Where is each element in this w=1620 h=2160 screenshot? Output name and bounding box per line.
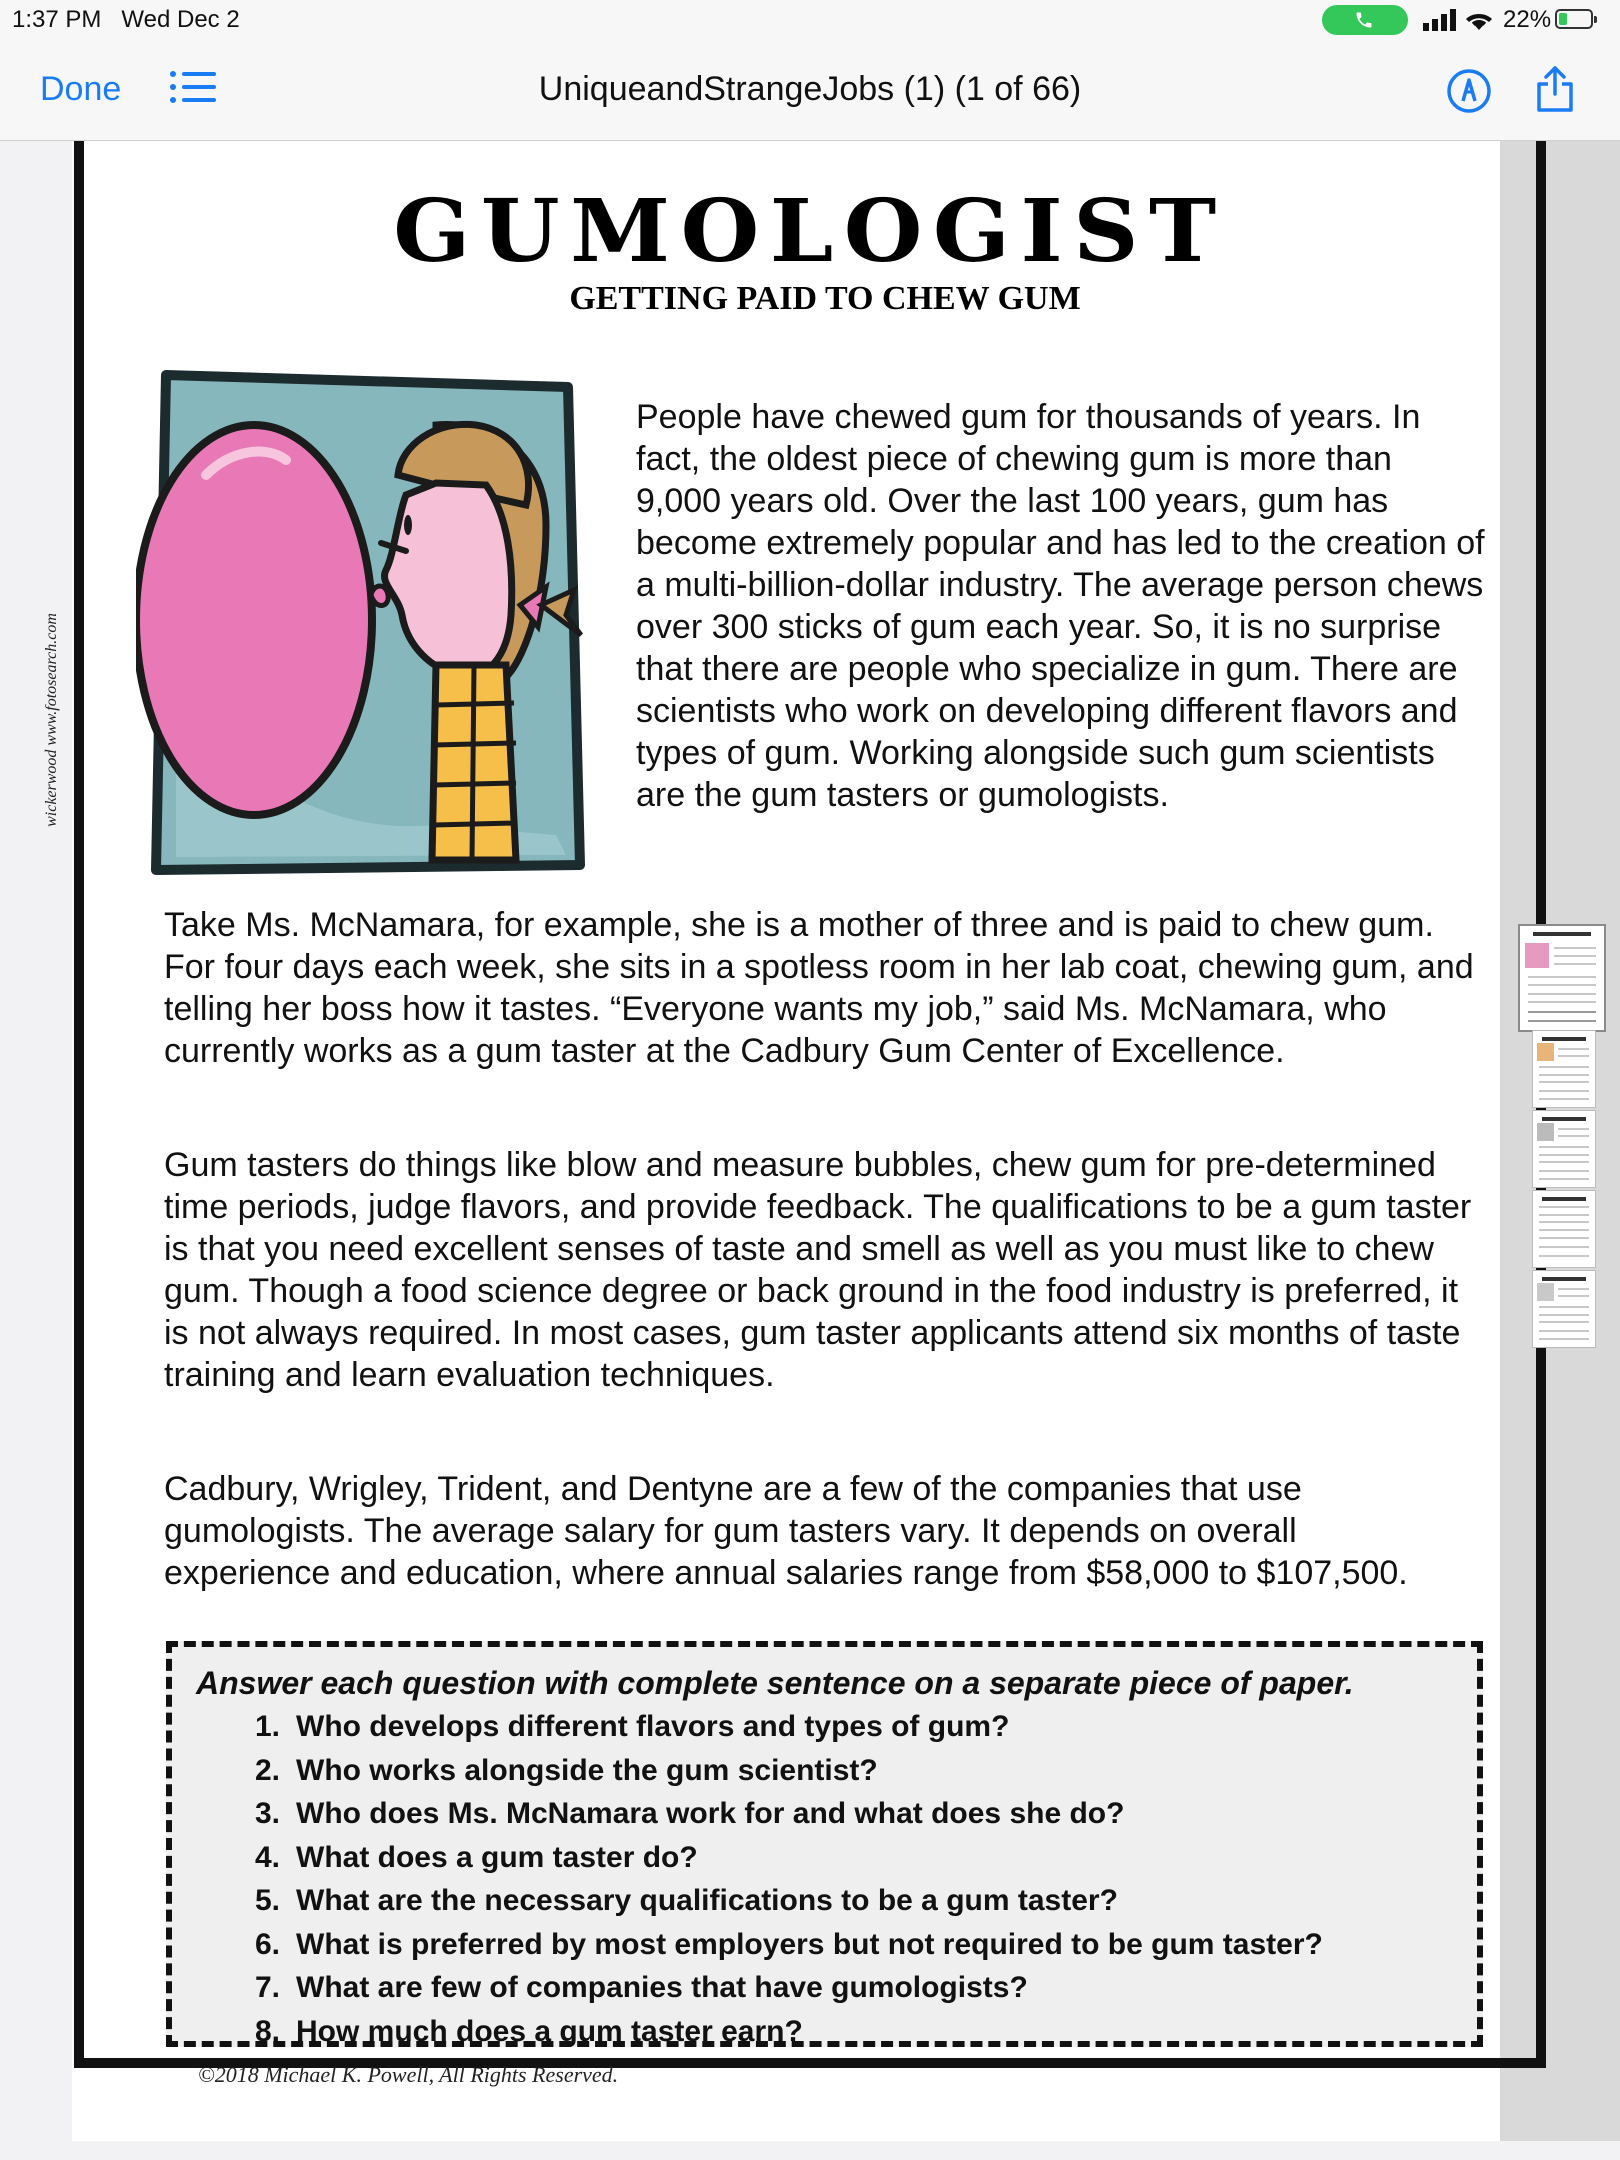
copyright-notice: ©2018 Michael K. Powell, All Rights Reserved. xyxy=(198,2062,619,2087)
paragraph: Gum tasters do things like blow and measure bubbles, chew gum for pre-determined time periods, judge flavors, and provide feedback. The qualifications to be a gum taster is that you need excellent senses of taste and smell as well as you must like to chew gum. Though a food science degree or back ground in the food industry is preferred, it is not always required. In most cases, gum taster applicants attend six months of taste training and learn evaluation techniques. xyxy=(164,1146,1472,1394)
question-item: 6. What is preferred by most employers but not required to be gum taster? xyxy=(254,1927,1323,1961)
battery-percentage: 22% xyxy=(1503,6,1552,33)
image-credit: wickerwood www.fotosearch.com xyxy=(43,613,60,827)
navigation-bar xyxy=(0,40,1620,141)
page-thumbnail[interactable] xyxy=(1532,1270,1596,1348)
done-button[interactable]: Done xyxy=(40,70,122,108)
page-title: GUMOLOGIST xyxy=(393,181,1227,282)
page-thumbnail[interactable] xyxy=(1532,1030,1596,1108)
question-item: 4. What does a gum taster do? xyxy=(254,1840,698,1874)
page-border-left xyxy=(74,141,84,2067)
active-call-indicator[interactable] xyxy=(1322,5,1408,35)
questions-list xyxy=(230,1705,1323,2053)
share-icon[interactable] xyxy=(1535,64,1575,114)
status-bar xyxy=(0,0,1620,40)
question-item: 3. Who does Ms. McNamara work for and what does she do? xyxy=(254,1797,1125,1830)
paragraph: Cadbury, Wrigley, Trident, and Dentyne are a few of the companies that use gumologists. The average salary for gum tasters vary. It depends on overall experience and education, where annual salaries range from $58,000 to $107,500. xyxy=(164,1470,1408,1592)
page-thumbnail[interactable] xyxy=(1532,1110,1596,1188)
markup-pen-icon[interactable] xyxy=(1446,68,1492,114)
question-item: 5. What are the necessary qualifications to be a gum taster? xyxy=(254,1884,1118,1917)
page-thumbnail[interactable] xyxy=(1532,1190,1596,1268)
document-title: UniqueandStrangeJobs (1) (1 of 66) xyxy=(538,70,1082,108)
paragraph: Take Ms. McNamara, for example, she is a mother of three and is paid to chew gum. For four days each week, she sits in a spotless room in her lab coat, chewing gum, and telling her boss how it tastes. “Everyone wants my job,” said Ms. McNamara, who currently works as a gum taster at the Cadbury Gum Center of Excellence. xyxy=(164,906,1474,1070)
girl-blowing-bubble-illustration xyxy=(136,365,598,875)
paragraph: People have chewed gum for thousands of years. In fact, the oldest piece of chewing gum is more than 9,000 years old. Over the last 100 years, gum has become extremely popular and has led to the creation of a multi-billion-dollar industry. The average person chews over 300 sticks of gum each year. So, it is no surprise that there are people who specialize in gum. There are scientists who work on developing different flavors and types of gum. Working alongside such gum scientists are the gum tasters or gumologists. xyxy=(636,398,1485,814)
cellular-signal-icon xyxy=(1423,9,1457,31)
status-time: 1:37 PM Wed Dec 2 xyxy=(12,6,240,33)
question-item: 1. Who develops different flavors and types of gum? xyxy=(254,1710,1010,1743)
question-item: 2. Who works alongside the gum scientist? xyxy=(254,1753,878,1787)
page-subtitle: GETTING PAID TO CHEW GUM xyxy=(569,280,1081,317)
battery-icon xyxy=(1555,9,1593,29)
questions-instruction: Answer each question with complete sentence on a separate piece of paper. xyxy=(196,1665,1354,1701)
phone-icon xyxy=(1353,10,1375,30)
page-thumbnail[interactable] xyxy=(1518,924,1606,1032)
questions-box xyxy=(166,1641,1483,2047)
question-item: 8. How much does a gum taster earn? xyxy=(254,2014,803,2048)
question-item: 7. What are few of companies that have gumologists? xyxy=(254,1971,1028,2004)
wifi-icon xyxy=(1464,8,1494,32)
